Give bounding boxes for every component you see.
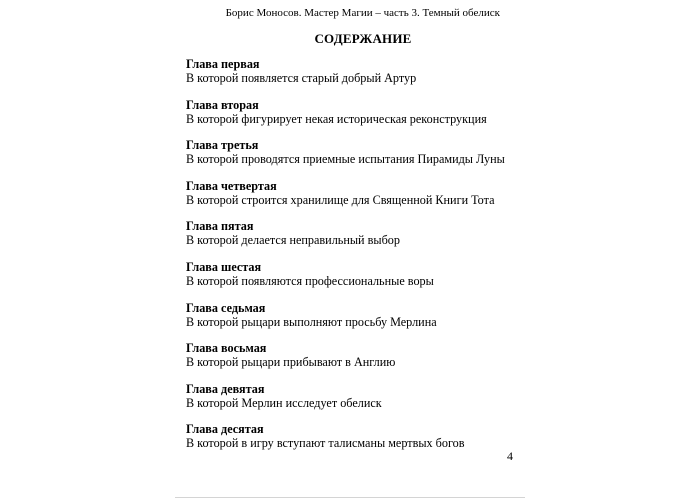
toc-item-chapter-4 [186,179,505,220]
toc-item-chapter-8 [186,341,505,382]
chapter-heading: Глава десятая [186,422,264,437]
toc-item-chapter-2 [186,98,505,139]
chapter-subtitle: В которой появляется старый добрый Артур [186,71,417,85]
chapter-subtitle: В которой рыцари прибывают в Англию [186,355,396,370]
toc-item-chapter-5 [186,219,505,260]
chapter-heading: Глава шестая [186,259,262,274]
chapter-heading: Глава седьмая [186,300,266,315]
chapter-subtitle: В которой в игру вступают талисманы мертвых богов [186,436,465,451]
chapter-heading: Глава девятая [186,381,265,396]
running-header: Борис Моносов. Мастер Магии – часть 3. Темный обелиск [225,7,500,19]
chapter-heading: Глава вторая [186,97,259,112]
chapter-subtitle: В которой появляются профессиональные воры [186,273,434,288]
page-number: 4 [507,449,513,463]
toc-item-chapter-10 [186,422,505,463]
chapter-subtitle: В которой делается неправильный выбор [186,233,400,248]
chapter-heading: Глава восьмая [186,341,267,356]
chapter-heading: Глава третья [186,138,259,153]
chapter-subtitle: В которой фигурирует некая историческая реконструкция [186,111,487,126]
chapter-subtitle: В которой проводятся приемные испытания Пирамиды Луны [186,152,505,167]
chapter-heading: Глава пятая [186,219,254,234]
toc-item-chapter-3 [186,138,505,179]
toc-item-chapter-1 [186,57,505,98]
toc-title: СОДЕРЖАНИЕ [314,31,412,46]
chapter-subtitle: В которой Мерлин исследует обелиск [186,395,382,410]
toc-item-chapter-7 [186,301,505,342]
chapter-subtitle: В которой строится хранилище для Священной Книги Тота [186,192,495,207]
chapter-subtitle: В которой рыцари выполняют просьбу Мерлина [186,314,437,329]
toc-item-chapter-9 [186,382,505,423]
chapter-heading: Глава первая [186,57,260,71]
table-of-contents [186,57,505,463]
chapter-heading: Глава четвертая [186,178,277,193]
toc-item-chapter-6 [186,260,505,301]
page-bottom-divider [175,497,525,498]
